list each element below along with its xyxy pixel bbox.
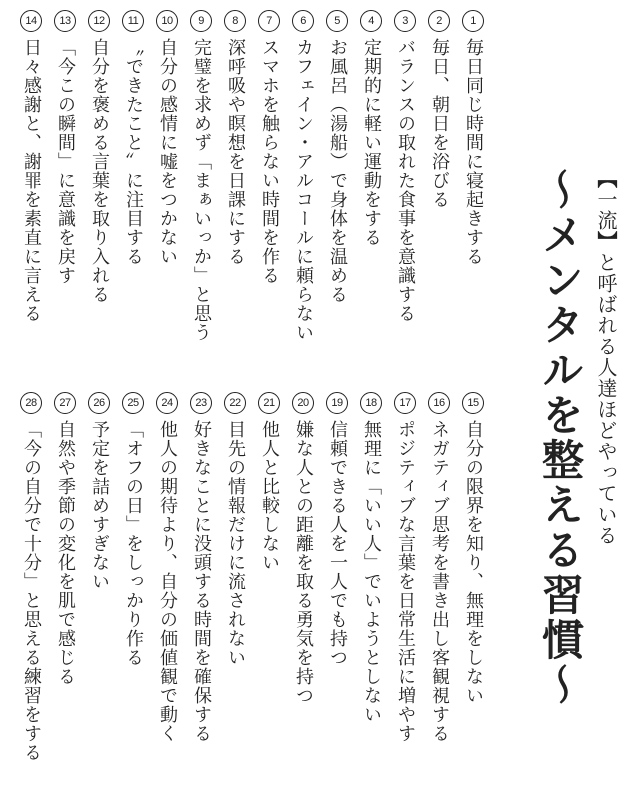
list-item: [48, 392, 82, 792]
item-number: 11: [122, 10, 144, 32]
item-text: 毎日、朝日を浴びる: [429, 38, 450, 209]
item-text: スマホを触らない時間を作る: [259, 38, 280, 285]
subtitle: [588, 168, 624, 688]
list-item: [82, 392, 116, 792]
item-number: 22: [224, 392, 246, 414]
item-number: 27: [54, 392, 76, 414]
item-number: 20: [292, 392, 314, 414]
item-text: 「今の自分で十分」と思える練習をする: [21, 420, 42, 762]
subtitle-bracket-left: 【: [594, 168, 618, 189]
item-number: 13: [54, 10, 76, 32]
list-item: [14, 10, 48, 390]
item-number: 4: [360, 10, 382, 32]
item-number: 9: [190, 10, 212, 32]
item-text: 無理に「いい人」でいようとしない: [361, 420, 382, 724]
item-number: 14: [20, 10, 42, 32]
list-item: [456, 10, 490, 390]
item-text: 自然や季節の変化を肌で感じる: [55, 420, 76, 686]
list-item: [456, 392, 490, 792]
item-text: ポジティブな言葉を日常生活に増やす: [395, 420, 416, 743]
list-item: [14, 392, 48, 792]
item-text: 他人と比較しない: [259, 420, 280, 572]
item-number: 24: [156, 392, 178, 414]
item-text: 日々感謝と、謝罪を素直に言える: [21, 38, 42, 323]
list-item: [116, 10, 150, 390]
item-number: 10: [156, 10, 178, 32]
item-text: 「オフの日」をしっかり作る: [123, 420, 144, 667]
list-item: [354, 10, 388, 390]
item-number: 19: [326, 392, 348, 414]
item-text: 定期的に軽い運動をする: [361, 38, 382, 247]
item-number: 7: [258, 10, 280, 32]
item-text: 〝できたこと〟に注目する: [123, 38, 144, 266]
list-item: [286, 392, 320, 792]
item-text: 深呼吸や瞑想を日課にする: [225, 38, 246, 266]
item-number: 8: [224, 10, 246, 32]
item-number: 1: [462, 10, 484, 32]
item-number: 23: [190, 392, 212, 414]
item-text: バランスの取れた食事を意識する: [395, 38, 416, 323]
list-item: [184, 392, 218, 792]
item-text: 予定を詰めすぎない: [89, 420, 110, 591]
list-item: [422, 392, 456, 792]
item-number: 12: [88, 10, 110, 32]
list-item: [388, 10, 422, 390]
habit-list-top: [10, 10, 490, 390]
item-number: 17: [394, 392, 416, 414]
item-number: 28: [20, 392, 42, 414]
item-text: 信頼できる人を一人でも持つ: [327, 420, 348, 667]
item-text: 他人の期待より、自分の価値観で動く: [157, 420, 178, 743]
list-item: [48, 10, 82, 390]
item-text: 完璧を求めず「まぁいっか」と思う: [191, 38, 212, 342]
list-item: [82, 10, 116, 390]
list-item: [218, 392, 252, 792]
list-item: [320, 10, 354, 390]
list-item: [252, 392, 286, 792]
list-item: [422, 10, 456, 390]
item-number: 5: [326, 10, 348, 32]
subtitle-bracket-right: 】: [594, 231, 618, 252]
item-number: 2: [428, 10, 450, 32]
item-text: お風呂（湯船）で身体を温める: [327, 38, 348, 304]
list-item: [218, 10, 252, 390]
item-text: 自分の限界を知り、無理をしない: [463, 420, 484, 705]
list-item: [116, 392, 150, 792]
item-text: 毎日同じ時間に寝起きする: [463, 38, 484, 266]
list-item: [184, 10, 218, 390]
item-number: 25: [122, 392, 144, 414]
list-item: [354, 392, 388, 792]
item-text: 自分を褒める言葉を取り入れる: [89, 38, 110, 304]
subtitle-highlight: 一流: [594, 189, 618, 231]
list-item: [150, 392, 184, 792]
item-text: 自分の感情に嘘をつかない: [157, 38, 178, 266]
item-text: 目先の情報だけに流されない: [225, 420, 246, 667]
item-number: 15: [462, 392, 484, 414]
item-number: 21: [258, 392, 280, 414]
item-text: カフェイン・アルコールに頼らない: [293, 38, 314, 342]
item-text: ネガティブ思考を書き出し客観視する: [429, 420, 450, 743]
list-item: [252, 10, 286, 390]
subtitle-text: と呼ばれる人達ほどやっている: [594, 252, 618, 546]
item-text: 「今この瞬間」に意識を戻す: [55, 38, 76, 285]
item-number: 26: [88, 392, 110, 414]
main-title: 〜メンタルを整える習慣〜: [536, 168, 585, 708]
item-text: 嫌な人との距離を取る勇気を持つ: [293, 420, 314, 705]
item-number: 18: [360, 392, 382, 414]
item-number: 6: [292, 10, 314, 32]
title-block: [532, 168, 624, 708]
list-item: [286, 10, 320, 390]
list-item: [320, 392, 354, 792]
item-number: 16: [428, 392, 450, 414]
item-number: 3: [394, 10, 416, 32]
list-item: [150, 10, 184, 390]
list-item: [388, 392, 422, 792]
habit-list-bottom: [10, 392, 490, 792]
item-text: 好きなことに没頭する時間を確保する: [191, 420, 212, 743]
